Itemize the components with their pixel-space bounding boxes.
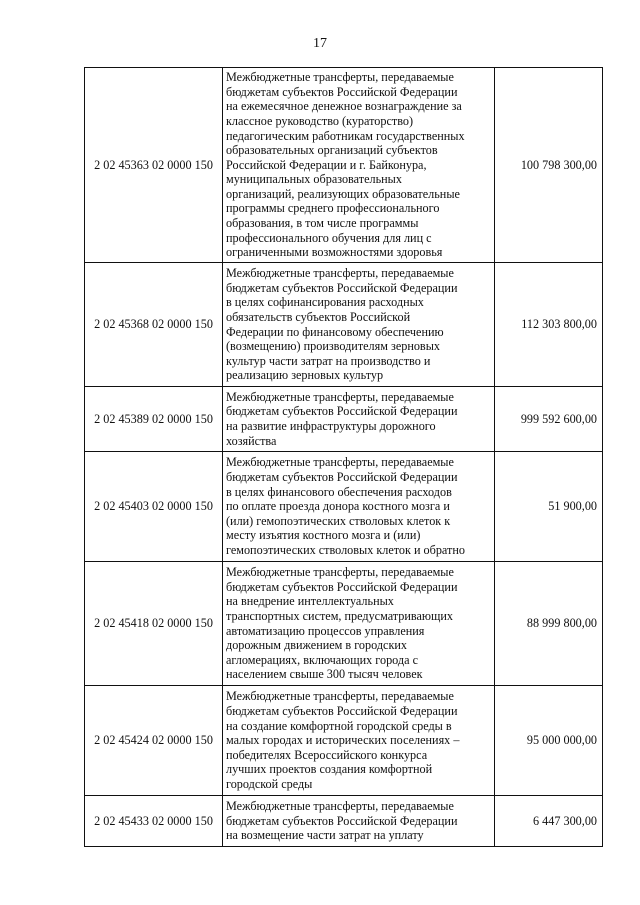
description-line: на внедрение интеллектуальных — [226, 594, 394, 609]
description-line: транспортных систем, предусматривающих — [226, 608, 454, 623]
amount-cell: 999 592 600,00 — [495, 387, 603, 452]
description-line: образовательных организаций субъектов — [226, 143, 438, 158]
description-line: классное руководство (кураторство) — [226, 113, 414, 128]
budget-code-cell: 2 02 45363 02 0000 150 — [85, 68, 223, 263]
description-line: агломерациях, включающих города с — [226, 652, 418, 667]
budget-code-cell: 2 02 45368 02 0000 150 — [85, 263, 223, 387]
page-number: 17 — [313, 36, 327, 51]
description-cell — [223, 263, 495, 387]
amount-cell: 88 999 800,00 — [495, 562, 603, 686]
description-line: Российской Федерации и г. Байконура, — [226, 157, 427, 172]
description-line: бюджетам субъектов Российской Федерации — [226, 404, 458, 419]
amount-cell: 6 447 300,00 — [495, 796, 603, 847]
description-line: Федерации по финансовому обеспечению — [226, 324, 444, 339]
description-cell — [223, 68, 495, 263]
description-cell — [223, 562, 495, 686]
description-cell — [223, 796, 495, 847]
description-cell — [223, 686, 495, 796]
budget-code-cell: 2 02 45433 02 0000 150 — [85, 796, 223, 847]
table-row — [85, 562, 603, 686]
description-line: профессионального обучения для лиц с — [226, 230, 432, 245]
table-row — [85, 452, 603, 562]
description-line: Межбюджетные трансферты, передаваемые — [226, 266, 454, 281]
description-line: победителях Всероссийского конкурса — [226, 747, 428, 762]
description-line: обязательств субъектов Российской — [226, 309, 411, 324]
description-line: педагогическим работникам государственных — [226, 128, 465, 143]
description-line: программы среднего профессионального — [226, 201, 440, 216]
description-line: автоматизацию процессов управления — [226, 623, 425, 638]
description-cell — [223, 387, 495, 452]
description-line: дорожным движением в городских — [226, 638, 408, 653]
description-line: бюджетам субъектов Российской Федерации — [226, 813, 458, 828]
description-line: Межбюджетные трансферты, передаваемые — [226, 389, 454, 404]
description-line: лучших проектов создания комфортной — [226, 762, 433, 777]
table-row — [85, 68, 603, 263]
budget-transfers-table — [84, 67, 603, 847]
description-line: культур части затрат на производство и — [226, 353, 431, 368]
description-line: Межбюджетные трансферты, передаваемые — [226, 455, 454, 470]
description-line: бюджетам субъектов Российской Федерации — [226, 579, 458, 594]
description-cell — [223, 452, 495, 562]
description-line: Межбюджетные трансферты, передаваемые — [226, 689, 454, 704]
description-line: (или) гемопоэтических стволовых клеток к — [226, 513, 451, 528]
description-line: бюджетам субъектов Российской Федерации — [226, 470, 458, 485]
amount-cell: 51 900,00 — [495, 452, 603, 562]
description-line: на возмещение части затрат на уплату — [226, 828, 424, 843]
description-line: на развитие инфраструктуры дорожного — [226, 419, 436, 433]
budget-code-cell: 2 02 45389 02 0000 150 — [85, 387, 223, 452]
description-line: по оплате проезда донора костного мозга и — [226, 499, 450, 514]
description-line: Межбюджетные трансферты, передаваемые — [226, 565, 454, 580]
description-line: на ежемесячное денежное вознаграждение за — [226, 99, 462, 114]
description-line: Межбюджетные трансферты, передаваемые — [226, 799, 454, 814]
description-line: на создание комфортной городской среды в — [226, 718, 452, 733]
description-line: ограниченными возможностями здоровья — [226, 245, 443, 260]
description-line: Межбюджетные трансферты, передаваемые — [226, 70, 454, 85]
table-row — [85, 387, 603, 452]
budget-code-cell: 2 02 45403 02 0000 150 — [85, 452, 223, 562]
description-line: (возмещению) производителям зерновых — [226, 339, 440, 354]
description-line: малых городах и исторических поселениях – — [226, 733, 460, 748]
description-line: городской среды — [226, 776, 313, 791]
description-line: хозяйства — [226, 433, 277, 448]
table-row — [85, 796, 603, 847]
amount-cell: 112 303 800,00 — [495, 263, 603, 387]
budget-code-cell: 2 02 45424 02 0000 150 — [85, 686, 223, 796]
budget-code-cell: 2 02 45418 02 0000 150 — [85, 562, 223, 686]
description-line: месту изъятия костного мозга и (или) — [226, 528, 421, 543]
amount-cell: 95 000 000,00 — [495, 686, 603, 796]
description-line: в целях финансового обеспечения расходов — [226, 484, 452, 499]
table-row — [85, 686, 603, 796]
table-row — [85, 263, 603, 387]
description-line: бюджетам субъектов Российской Федерации — [226, 84, 458, 99]
description-line: бюджетам субъектов Российской Федерации — [226, 280, 458, 295]
description-line: муниципальных образовательных — [226, 172, 402, 187]
description-line: населением свыше 300 тысяч человек — [226, 667, 423, 682]
description-line: организаций, реализующих образовательные — [226, 186, 460, 201]
description-line: образования, в том числе программы — [226, 216, 419, 231]
amount-cell: 100 798 300,00 — [495, 68, 603, 263]
description-line: в целях софинансирования расходных — [226, 295, 424, 310]
description-line: гемопоэтических стволовых клеток и обратно — [226, 542, 465, 557]
description-line: реализацию зерновых культур — [226, 368, 384, 383]
description-line: бюджетам субъектов Российской Федерации — [226, 704, 458, 719]
